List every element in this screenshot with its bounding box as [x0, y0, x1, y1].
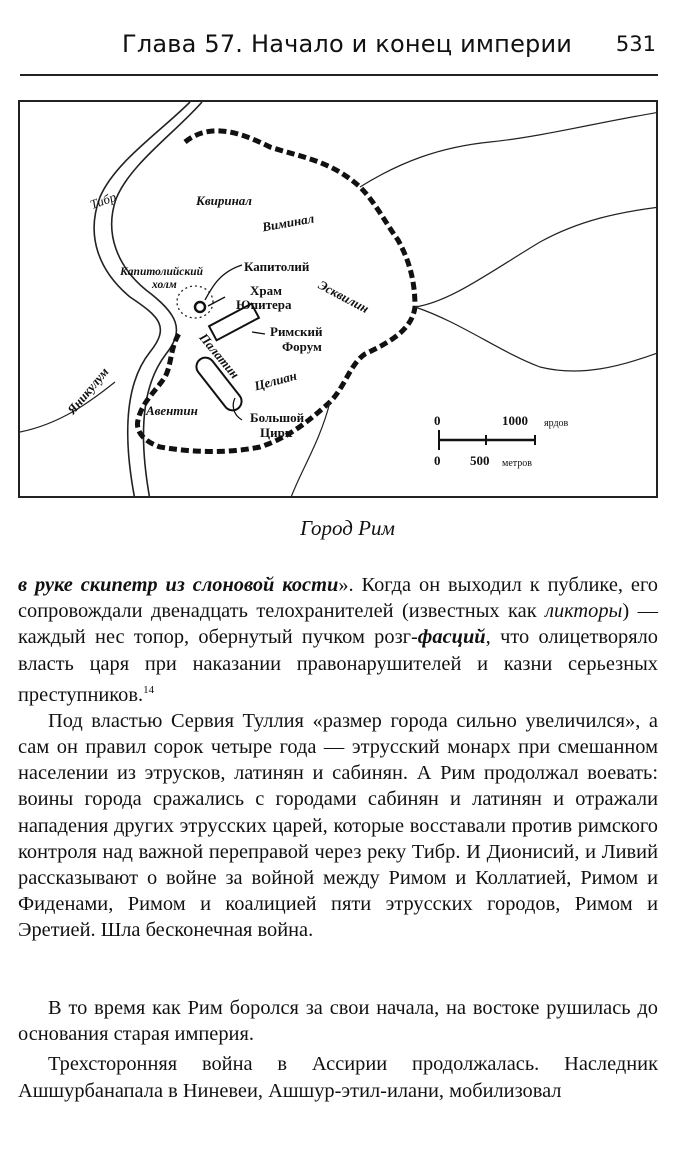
capitol-label: Капитолий	[244, 259, 310, 274]
capitoline-hill-label-1: Капитолийский	[120, 266, 204, 278]
footnote-ref: 14	[143, 683, 155, 696]
paragraph-1: в руке скипетр из слоновой кости». Когда он выходил к публике, его сопровождали двенадцать телохранителей (известных как ликторы) — каждый нес топор, обернутый пучком розг-фасций, что олицетворяло власть царя при наказании правонарушителей и казни серьезных преступников.$^{14}$	[18, 574, 659, 706]
capitoline-hill-label-2: холм	[152, 279, 177, 291]
scale-zero-bottom: 0	[434, 453, 441, 468]
tiber-label: Тибр	[88, 188, 119, 213]
body-text-2	[18, 995, 658, 1104]
rome-map	[18, 100, 658, 498]
scale-bottom-unit: метров	[502, 458, 532, 469]
temple-jupiter-marker	[195, 302, 205, 312]
scale-bottom-value: 500	[470, 453, 490, 468]
scale-top-value: 1000	[502, 413, 528, 428]
paragraph-2: Под властью Сервия Туллия «размер города сильно увеличился», а сам он правил сорок четыре года — этрусский монарх при смешанном населении из этрусков, латинян и сабинян. А Рим продолжал воевать: воины города сражались с городами сабинян и латинян и отражали нападения других этрусских царей, которые восставали против римского контроля над важной переправой через реку Тибр. И Дионисий, и Ливий рассказывают о войне за войной между Римом и Коллатией, Римом и Фиденами, Римом и коалицией пяти этрусских городов, Римом и Эретией. Шла бесконечная война.	[18, 709, 658, 942]
running-header	[20, 28, 658, 76]
term-fasces: фасций	[417, 626, 486, 649]
scale-top-unit: ярдов	[544, 418, 569, 429]
circus-label-2: Цирк	[260, 425, 293, 440]
figure-caption: Город Рим	[300, 516, 395, 540]
paragraph-3: В то время как Рим боролся за свои начала, на востоке рушилась до основания старая империя.	[18, 997, 658, 1046]
esquiline-label: Эсквилин	[315, 277, 372, 317]
aventine-label: Авентин	[146, 403, 198, 418]
chapter-title: Глава 57. Начало и конец империи	[122, 30, 573, 58]
paragraph-4: Трехсторонняя война в Ассирии продолжалась. Наследник Ашшурбанапала в Ниневеи, Ашшур-этил-илани, мобилизовал	[18, 1053, 658, 1102]
body-text	[18, 572, 658, 944]
term-lictors: ликторы	[545, 600, 623, 623]
capitoline-outline	[177, 286, 213, 318]
janiculum-label: Яникулум	[63, 364, 112, 418]
scale-zero-top: 0	[434, 413, 441, 428]
forum-label-2: Форум	[282, 339, 322, 354]
circus-label-1: Большой	[250, 410, 305, 425]
temple-label-1: Храм	[250, 283, 282, 298]
italic-phrase: в руке скипетр из слоновой кости	[18, 574, 339, 596]
palatine-label: Палатин	[196, 330, 243, 382]
caelian-label: Целиан	[252, 367, 299, 394]
page-number: 531	[615, 32, 656, 56]
viminal-label: Виминал	[261, 210, 316, 235]
forum-label-1: Римский	[270, 324, 323, 339]
temple-label-2: Юпитера	[236, 297, 292, 312]
quirinal-label: Квиринал	[196, 193, 252, 208]
